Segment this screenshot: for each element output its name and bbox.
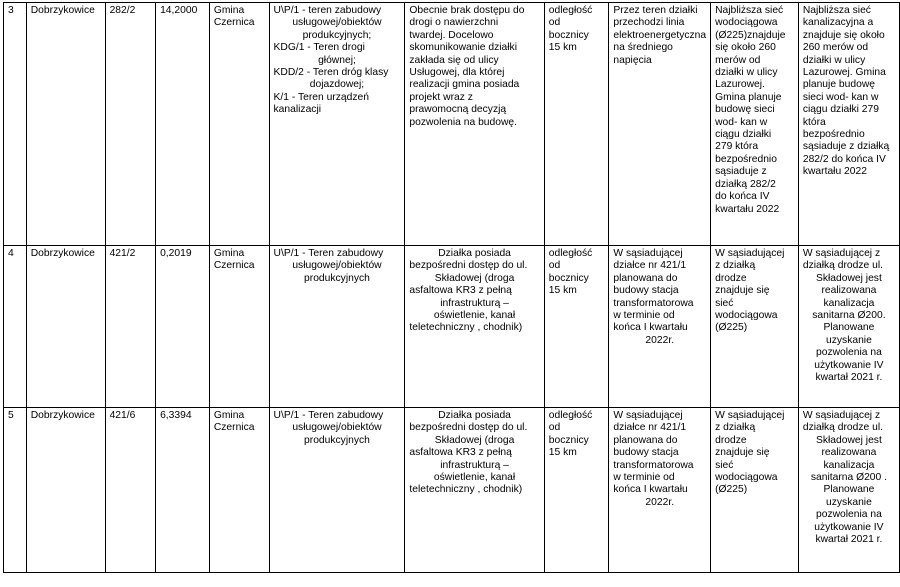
- cell-municipality: Gmina Czernica: [209, 246, 269, 408]
- cell-electricity: W sąsiadującej działce nr 421/1 planowana do budowy stacja transformatorowa w terminie od końca I kwartału 2022r.: [609, 246, 711, 408]
- cell-road-access: Działka posiada bezpośredni dostęp do ul. Składowej (droga asfaltowa KR3 z pełną infrastrukturą – oświetlenie, kanał teletechniczny , chodnik): [405, 246, 544, 408]
- cell-municipality: Gmina Czernica: [209, 408, 269, 573]
- table-row: [4, 3, 900, 246]
- table-row: [4, 246, 900, 408]
- cell-water: W sąsiadującej z działką drodze znajduje się sieć wodociągowa (Ø225): [711, 246, 799, 408]
- cell-parcel-number: 421/6: [105, 408, 156, 573]
- cell-water: W sąsiadującej z działką drodze znajduje się sieć wodociągowa (Ø225): [711, 408, 799, 573]
- cell-area: 14,2000: [156, 3, 210, 246]
- cell-precinct: Dobrzykowice: [26, 408, 105, 573]
- row-number: 4: [4, 246, 27, 408]
- cell-siding-distance: odległość od bocznicy 15 km: [544, 3, 609, 246]
- row-number: 3: [4, 3, 27, 246]
- cell-road-access: Działka posiada bezpośredni dostęp do ul. Składowej (droga asfaltowa KR3 z pełną infrastrukturą – oświetlenie, kanał teletechniczny , chodnik): [405, 408, 544, 573]
- cell-municipality: Gmina Czernica: [209, 3, 269, 246]
- table-row: [4, 408, 900, 573]
- cell-electricity: Przez teren działki przechodzi linia elektroenergetyczna na średniego napięcia: [609, 3, 711, 246]
- row-number: 5: [4, 408, 27, 573]
- parcel-table: [3, 2, 900, 573]
- cell-parcel-number: 282/2: [105, 3, 156, 246]
- cell-precinct: Dobrzykowice: [26, 3, 105, 246]
- cell-sewage: Najbliższa sieć kanalizacyjna a znajduje się około 260 merów od działki w ulicy Lazurowej. Gmina planuje budowę sieci wod- kan w ciągu działki 279 która bezpośrednio sąsiaduje z działką 282/2 do końca IV kwartału 2022: [798, 3, 899, 246]
- cell-road-access: Obecnie brak dostępu do drogi o nawierzchni twardej. Docelowo skomunikowanie działki zakłada się od ulicy Usługowej, dla której realizacji gmina posiada projekt wraz z prawomocną decyzją pozwolenia na budowę.: [405, 3, 544, 246]
- cell-precinct: Dobrzykowice: [26, 246, 105, 408]
- cell-sewage: W sąsiadującej z działką drodze ul. Składowej jest realizowana kanalizacja sanitarna Ø200 . Planowane uzyskanie pozwolenia na użytkowanie IV kwartał 2021 r.: [798, 408, 899, 573]
- cell-siding-distance: odległość od bocznicy 15 km: [544, 246, 609, 408]
- cell-siding-distance: odległość od bocznicy 15 km: [544, 408, 609, 573]
- cell-zoning: U\P/1 - Teren zabudowy usługowej/obiektów produkcyjnych: [269, 246, 405, 408]
- cell-area: 6,3394: [156, 408, 210, 573]
- cell-area: 0,2019: [156, 246, 210, 408]
- cell-electricity: W sąsiadującej działce nr 421/1 planowana do budowy stacja transformatorowa w terminie od końca I kwartału 2022r.: [609, 408, 711, 573]
- cell-water: Najbliższa sieć wodociągowa (Ø225)znajduje się około 260 merów od działki w ulicy Lazurowej. Gmina planuje budowę sieci wod- kan w ciągu działki 279 która bezpośrednio sąsiaduje z działką 282/2 do końca IV kwartału 2022: [711, 3, 799, 246]
- cell-zoning: U\P/1 - teren zabudowy usługowej/obiektów produkcyjnych; KDG/1 - Teren drogi głównej; KDD/2 - Teren dróg klasy dojazdowej; K/1 - Teren urządzeń kanalizacji: [269, 3, 405, 246]
- cell-sewage: W sąsiadującej z działką drodze ul. Składowej jest realizowana kanalizacja sanitarna Ø200. Planowane uzyskanie pozwolenia na użytkowanie IV kwartał 2021 r.: [798, 246, 899, 408]
- cell-parcel-number: 421/2: [105, 246, 156, 408]
- cell-zoning: U\P/1 - Teren zabudowy usługowej/obiektów produkcyjnych: [269, 408, 405, 573]
